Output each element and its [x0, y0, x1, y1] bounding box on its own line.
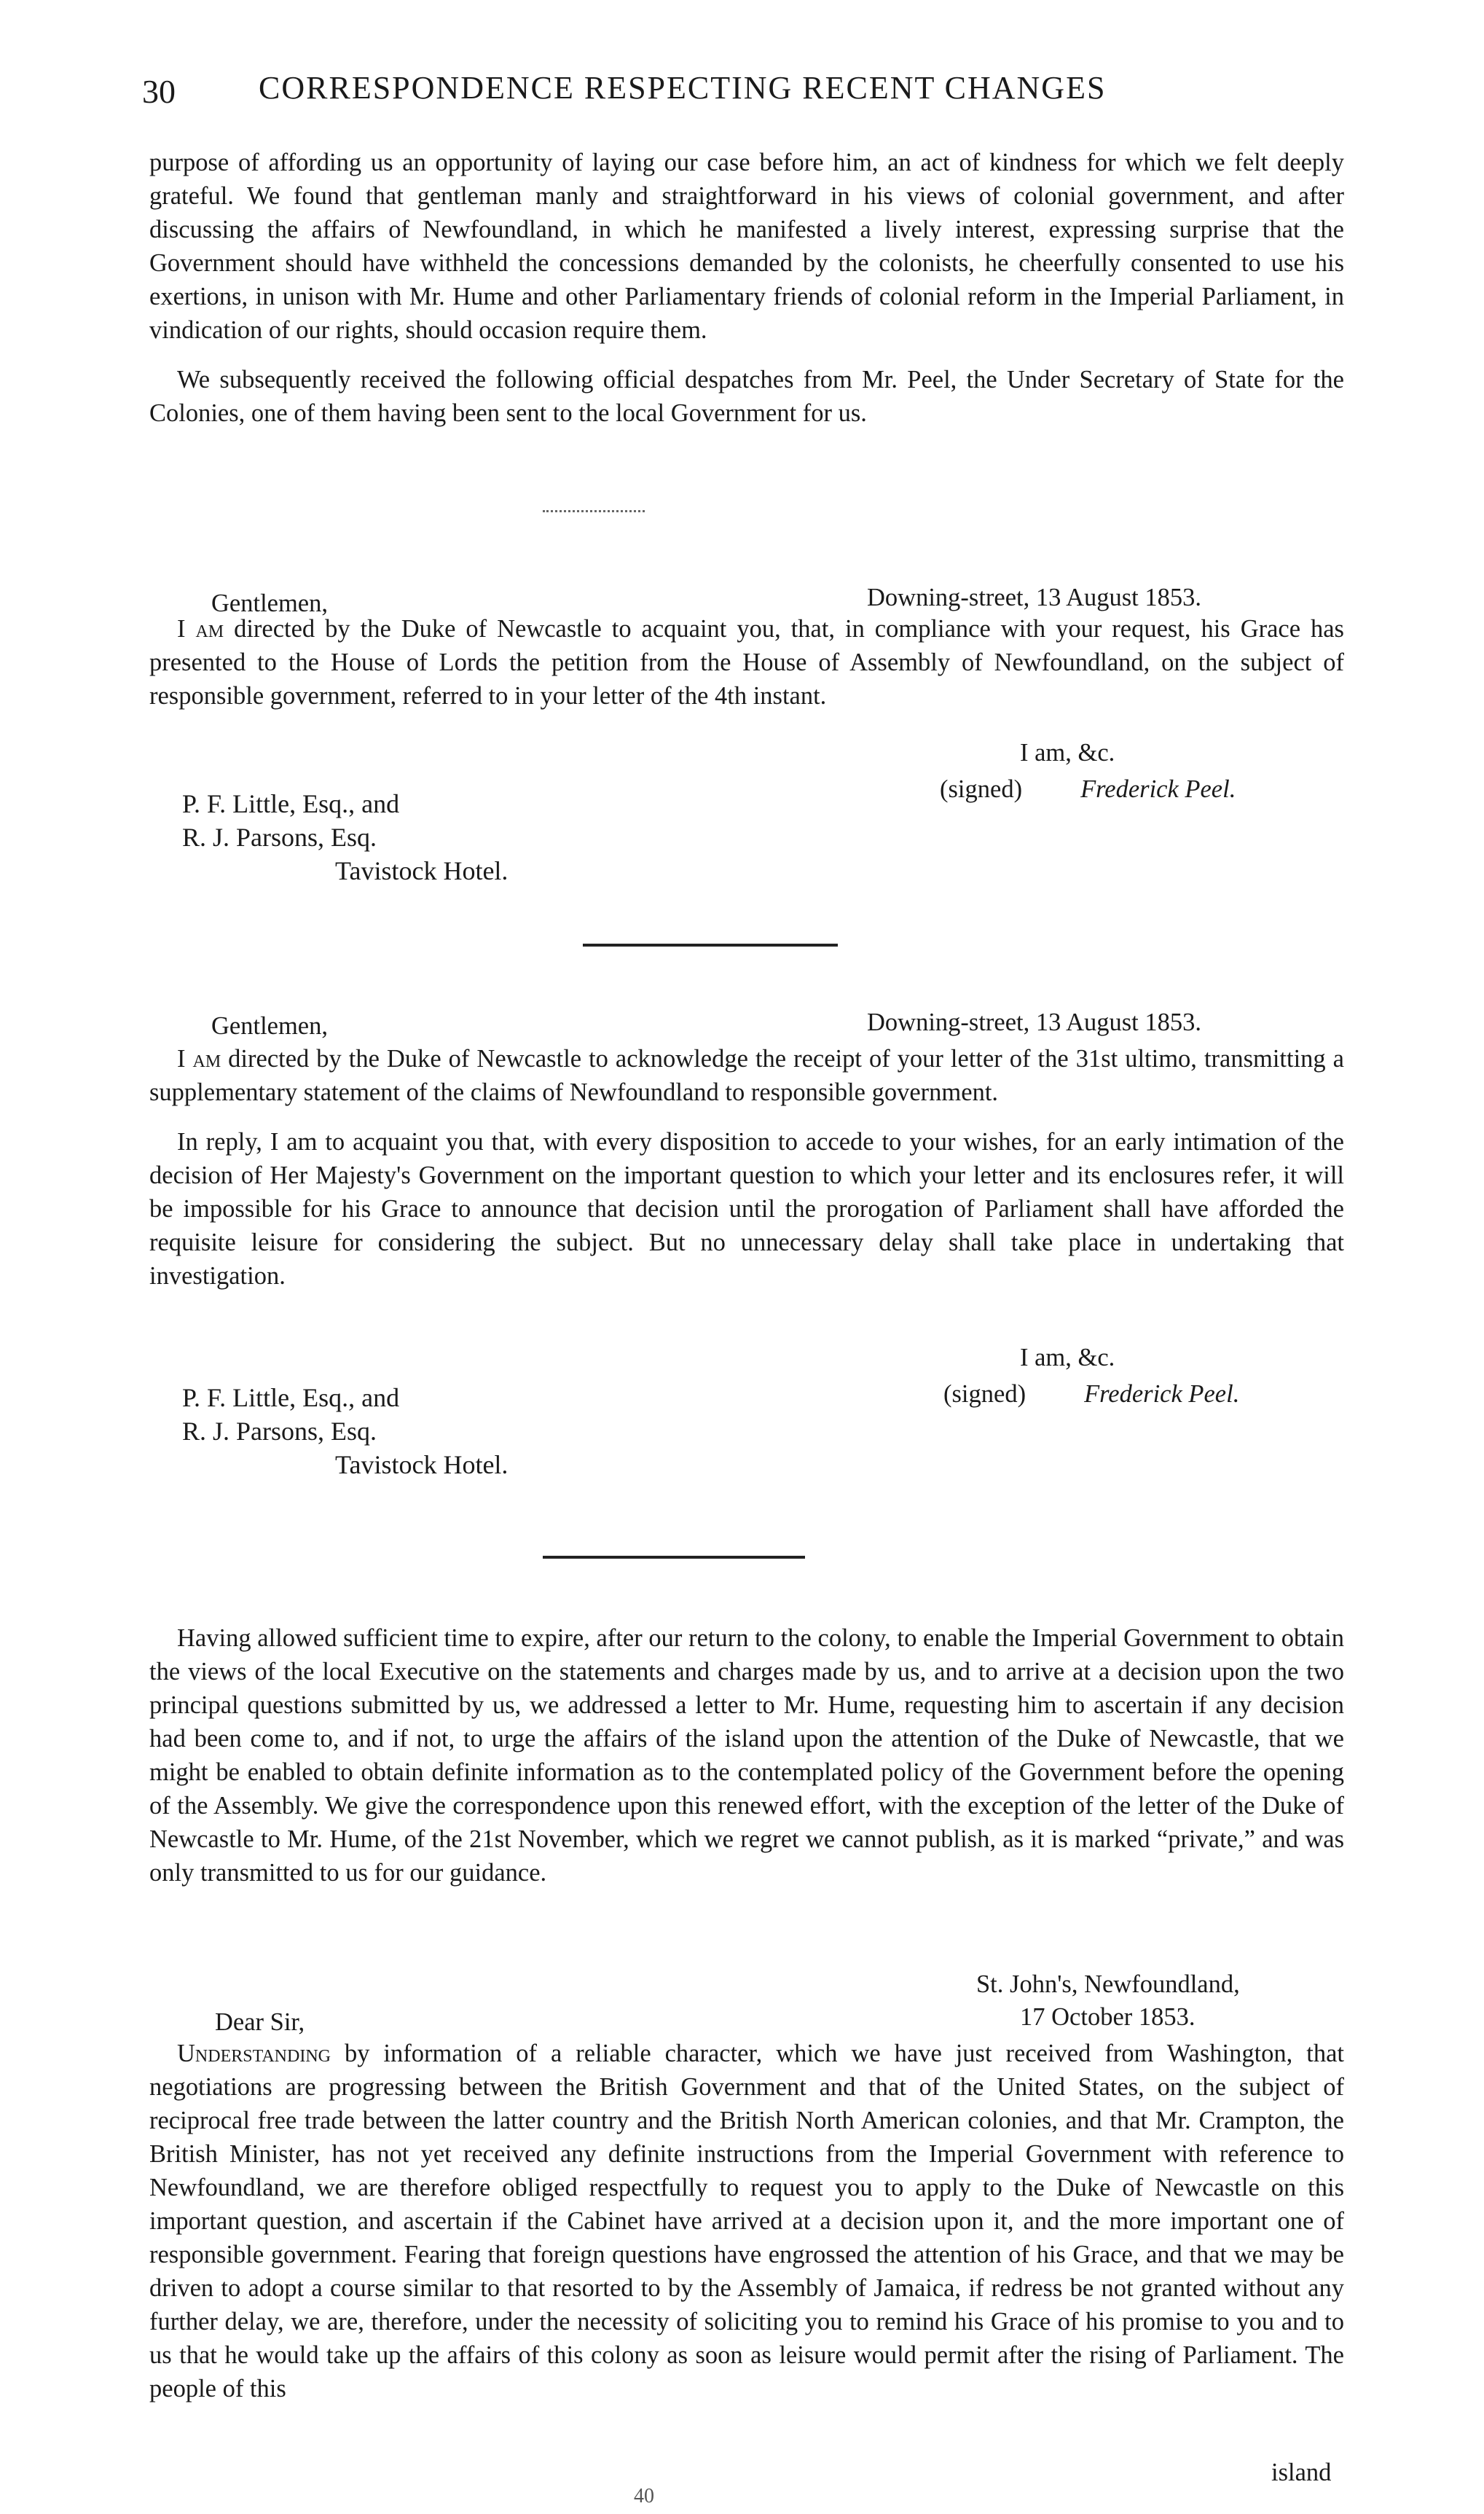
- letter1-addressee: [182, 787, 508, 888]
- letter2-paragraph-2: In reply, I am to acquaint you that, with every disposition to accede to your wishes, for an early intimation of the decision of Her Majesty's Government on the important question to which your letter and its enclosures refer, it will be impossible for his Grace to announce that decision until the prorogation of Parliament shall have afforded the requisite leisure for considering the subject. But no unnecessary delay shall take place in undertaking that investigation.: [149, 1128, 1344, 1290]
- letter2-salutation: Gentlemen,: [211, 1012, 328, 1040]
- letter2-signer: Frederick Peel.: [1084, 1380, 1240, 1408]
- letter1-signed-label: (signed): [940, 775, 1023, 803]
- catchword: island: [1271, 2459, 1332, 2486]
- letter2-lead: I am: [177, 1045, 221, 1073]
- letter2-addressee-line-3: Tavistock Hotel.: [335, 1450, 509, 1479]
- letter1-signature: [940, 772, 1236, 806]
- letter2-closing: I am, &c.: [1020, 1344, 1115, 1371]
- letter3-text: by information of a reliable character, which we have just received from Washington, that negotiations are progressing between the British Government and that of the United States, on the subject of reciprocal free trade between the latter country and the British North American colonies, and that Mr. Crampton, the British Minister, has not yet received any definite instructions from the Imperial Government with reference to Newfoundland, we are therefore obliged respectfully to request you to apply to the Duke of Newcastle on this important question, and ascertain if the Cabinet have arrived at a decision upon it, and the more important one of responsible government. Fearing that foreign questions have engrossed the attention of his Grace, and that we may be driven to adopt a course similar to that resorted to by the Assembly of Jamaica, if redress be not granted without any further delay, we are, therefore, under the necessity of soliciting you to remind his Grace of his promise to you and to us that he would take up the affairs of this colony as soon as leisure would permit after the rising of Parliament. The people of this: [149, 2040, 1344, 2403]
- running-title: CORRESPONDENCE RESPECTING RECENT CHANGES: [259, 70, 1107, 106]
- letter2-paragraph-1: [149, 1042, 1344, 1109]
- letter2-addressee-line-1: P. F. Little, Esq., and: [182, 1383, 400, 1412]
- intro-section: [149, 146, 1344, 430]
- letter1-addressee-line-3: Tavistock Hotel.: [335, 856, 509, 885]
- letter3-body: [149, 2037, 1344, 2405]
- letter3-place: St. John's, Newfoundland,: [976, 1970, 1240, 1998]
- section-divider-1: [583, 944, 838, 947]
- letter2-signed-label: (signed): [943, 1380, 1026, 1408]
- letter2-dateline: Downing-street, 13 August 1853.: [867, 1009, 1202, 1036]
- letter1-lead: I am: [177, 615, 224, 643]
- letter1-salutation: Gentlemen,: [211, 590, 328, 617]
- intro-paragraph-1: purpose of affording us an opportunity of laying our case before him, an act of kindness for which we felt deeply grateful. We found that gentleman manly and straightforward in his views of colonial government, and after discussing the affairs of Newfoundland, in which he manifested a lively interest, expressing surprise that the Government should have withheld the concessions demanded by the colonists, he cheerfully consented to use his exertions, in unison with Mr. Hume and other Parliamentary friends of colonial reform in the Imperial Parliament, in vindication of our rights, should occasion require them.: [149, 149, 1344, 344]
- letter1-closing: I am, &c.: [1020, 739, 1115, 767]
- letter2-signature: [943, 1377, 1239, 1411]
- letter3-date: 17 October 1853.: [1020, 2003, 1196, 2031]
- section-divider-2: [543, 1556, 805, 1559]
- letter1-addressee-line-1: P. F. Little, Esq., and: [182, 789, 400, 818]
- letter2-addressee: [182, 1381, 508, 1481]
- narrative-section: [149, 1621, 1344, 1890]
- letter1-paragraph: [149, 612, 1344, 713]
- page-number: 30: [142, 73, 176, 110]
- letter2-addressee-line-2: R. J. Parsons, Esq.: [182, 1417, 377, 1446]
- letter1-text: directed by the Duke of Newcastle to acquaint you, that, in compliance with your request, his Grace has presented to the House of Lords the petition from the House of Assembly of Newfoundland, on the subject of responsible government, referred to in your letter of the 4th instant.: [149, 615, 1344, 710]
- intro-paragraph-2: We subsequently received the following official despatches from Mr. Peel, the Under Secretary of State for the Colonies, one of them having been sent to the local Government for us.: [149, 366, 1344, 427]
- letter3-paragraph: [149, 2037, 1344, 2405]
- signature-mark: 40: [634, 2485, 654, 2507]
- narrative-paragraph: Having allowed sufficient time to expire, after our return to the colony, to enable the Imperial Government to obtain the views of the local Executive on the statements and charges made by us, and to arrive at a decision upon the two principal questions submitted by us, we addressed a letter to Mr. Hume, requesting him to ascertain if any decision had been come to, and if not, to urge the affairs of the island upon the attention of the Duke of Newcastle, that we might be enabled to obtain definite information as to the contemplated policy of the Government before the opening of the Assembly. We give the correspondence upon this renewed effort, with the exception of the letter of the Duke of Newcastle to Mr. Hume, of the 21st November, which we regret we cannot publish, as it is marked “private,” and was only transmitted to us for our guidance.: [149, 1624, 1344, 1887]
- letter1-body: [149, 612, 1344, 713]
- letter2-body: [149, 1042, 1344, 1293]
- letter3-salutation: Dear Sir,: [215, 2008, 305, 2036]
- section-dots: [543, 510, 645, 512]
- letter2-text: directed by the Duke of Newcastle to acknowledge the receipt of your letter of the 31st ultimo, transmitting a supplementary statement of the claims of Newfoundland to responsible government.: [149, 1045, 1344, 1106]
- page-header: [142, 69, 1344, 120]
- letter3-lead: Understanding: [177, 2040, 331, 2067]
- letter1-addressee-line-2: R. J. Parsons, Esq.: [182, 823, 377, 852]
- letter1-dateline: Downing-street, 13 August 1853.: [867, 584, 1202, 611]
- letter1-signer: Frederick Peel.: [1080, 775, 1236, 803]
